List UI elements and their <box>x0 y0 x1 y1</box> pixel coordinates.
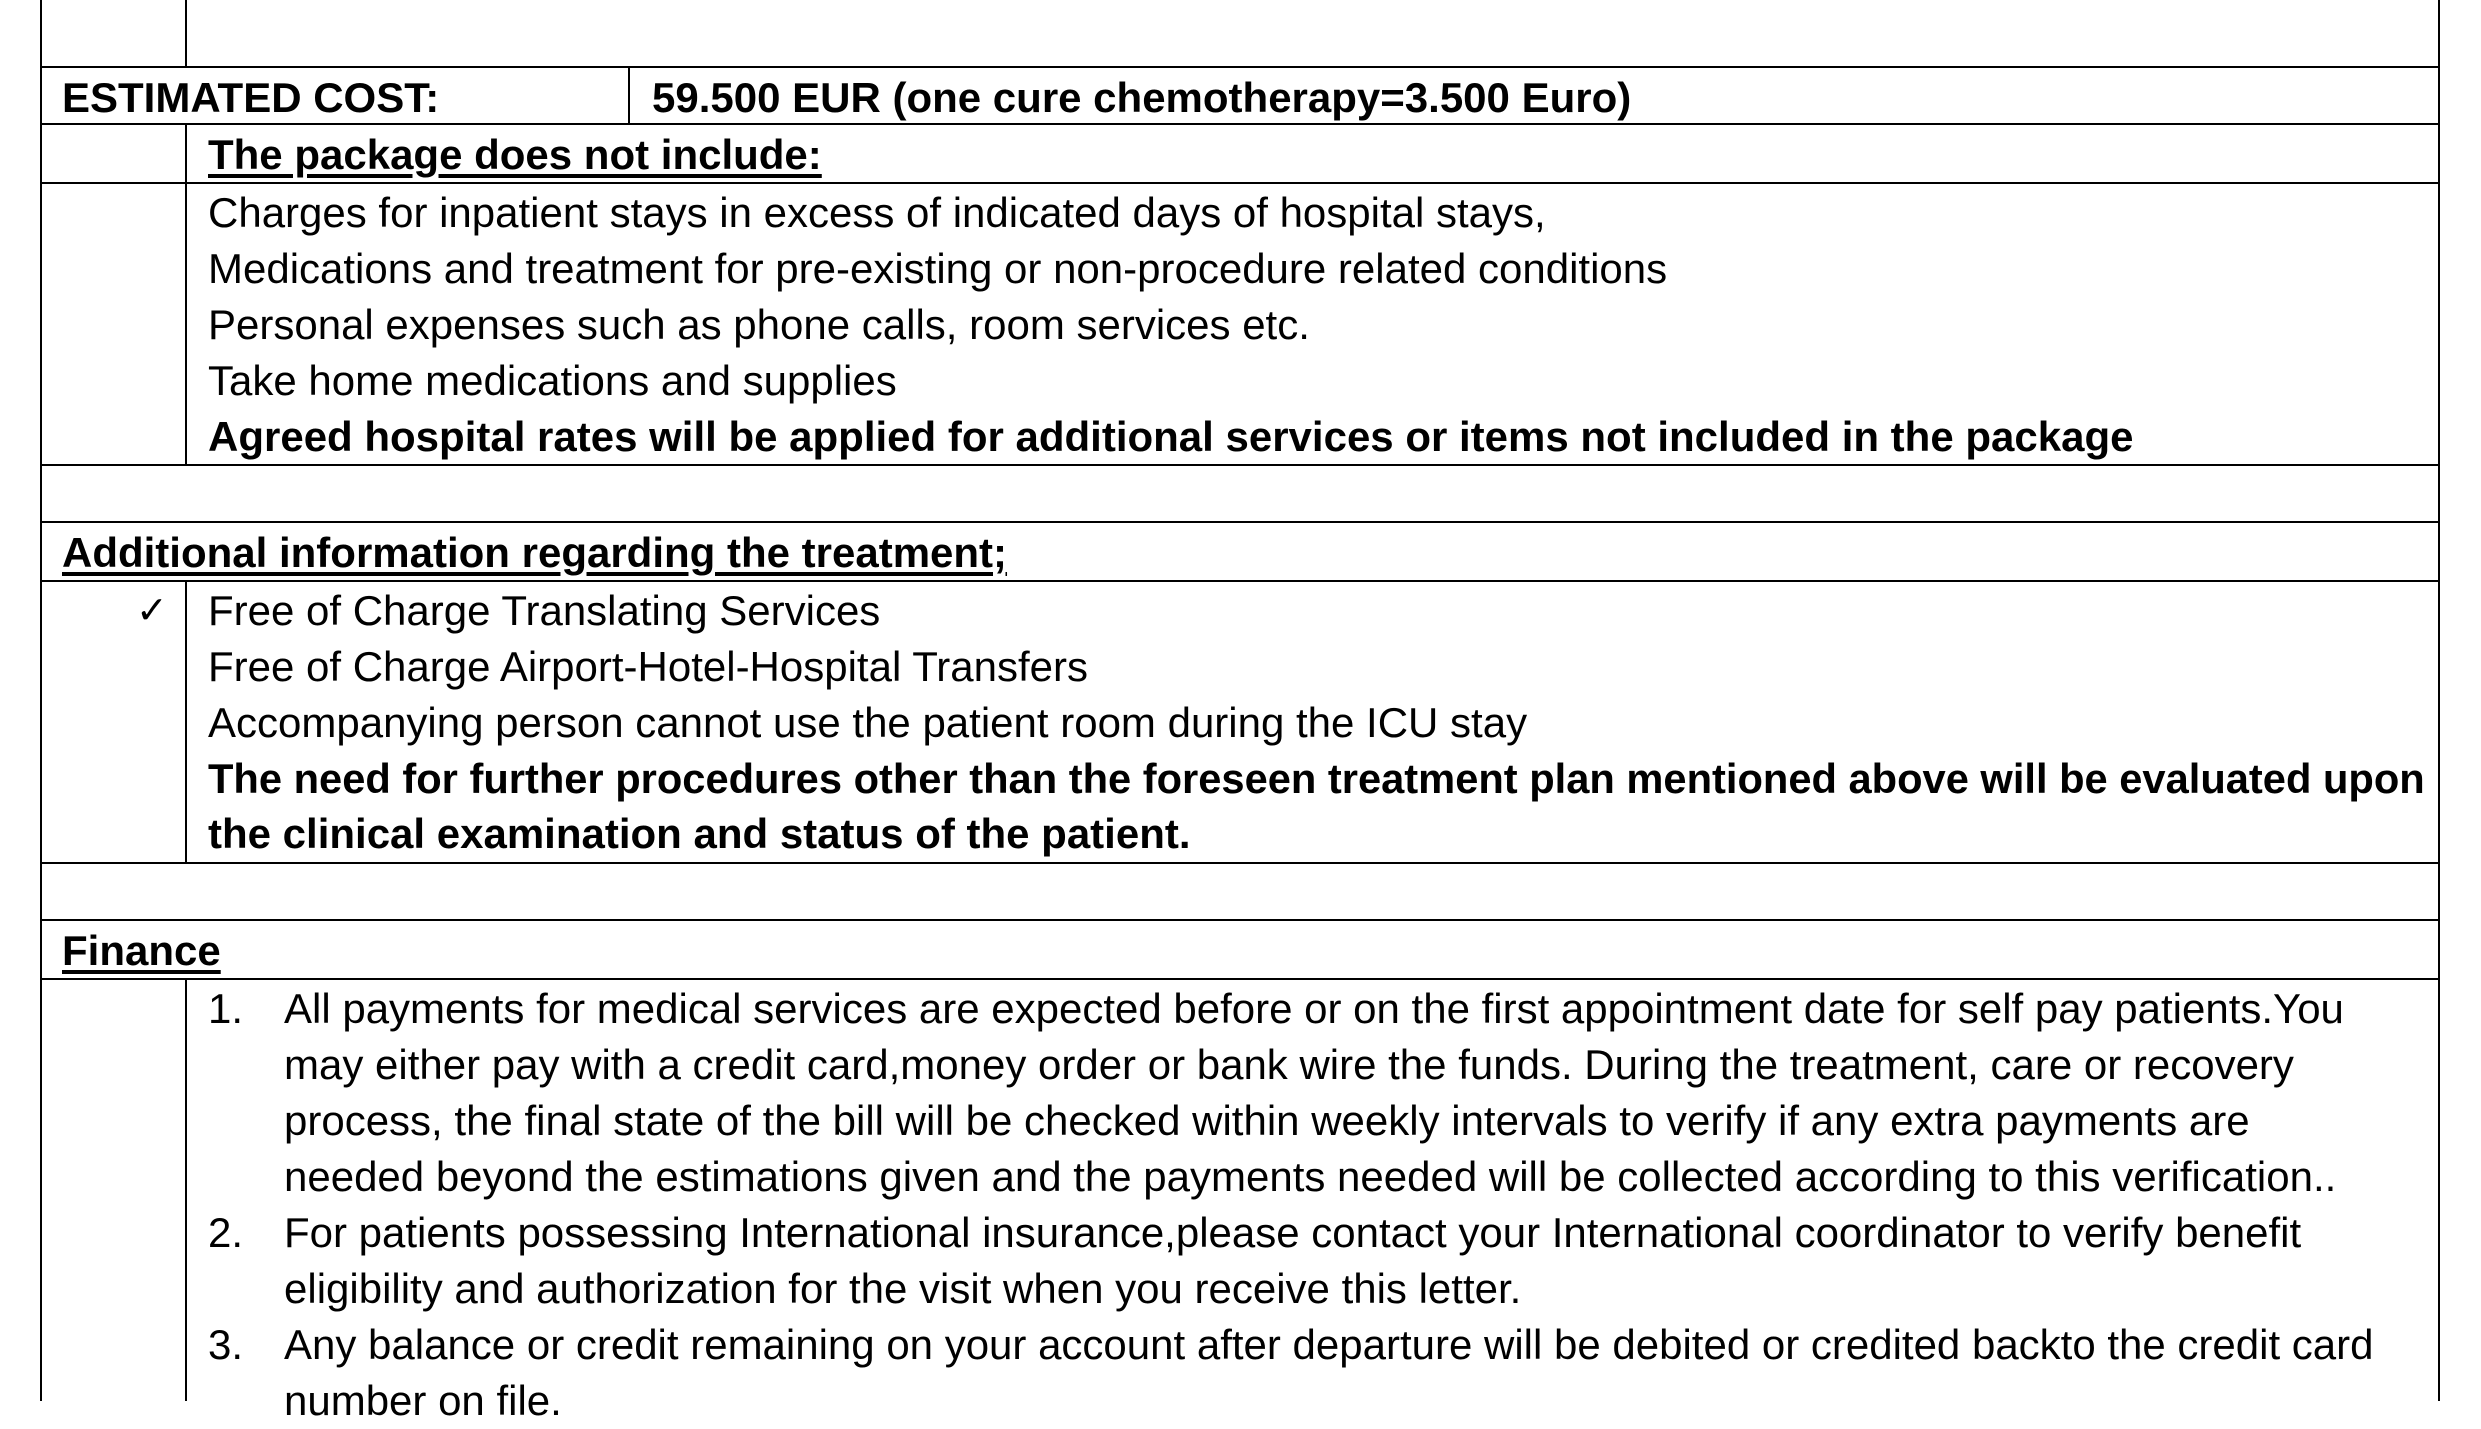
table-rule <box>40 919 2440 921</box>
table-rule <box>40 521 2440 523</box>
not-included-note: Agreed hospital rates will be applied for additional services or items not included in the package <box>208 413 2134 460</box>
check-mark-icon: ✓ <box>136 588 168 632</box>
additional-info-item: Free of Charge Translating Services <box>208 587 881 634</box>
column-separator <box>628 66 630 123</box>
not-included-item: Charges for inpatient stays in excess of indicated days of hospital stays, <box>208 189 1546 236</box>
finance-item-line: number on file. <box>284 1377 562 1424</box>
table-border-left <box>40 0 42 1401</box>
table-rule <box>40 862 2440 864</box>
finance-item-line: For patients possessing International insurance,please contact your International coordinator to verify benefit <box>284 1209 2302 1256</box>
not-included-item: Personal expenses such as phone calls, room services etc. <box>208 301 1310 348</box>
finance-item-line: All payments for medical services are expected before or on the first appointment date for self pay patients.You <box>284 985 2344 1032</box>
finance-item-number: 1. <box>208 985 244 1032</box>
finance-item-line: needed beyond the estimations given and the payments needed will be collected according to this verification.. <box>284 1153 2337 1200</box>
finance-item-line: process, the final state of the bill will be checked within weekly intervals to verify if any extra payments are <box>284 1097 2250 1144</box>
additional-info-note: the clinical examination and status of the patient. <box>208 810 1191 857</box>
column-separator <box>185 580 187 862</box>
additional-info-note: The need for further procedures other than the foreseen treatment plan mentioned above will be evaluated upon <box>208 755 2425 802</box>
table-rule <box>40 66 2440 68</box>
column-separator <box>185 978 187 1401</box>
not-included-item: Medications and treatment for pre-existing or non-procedure related conditions <box>208 245 1668 292</box>
not-included-item: Take home medications and supplies <box>208 357 897 404</box>
not-included-heading: The package does not include: <box>208 131 822 178</box>
additional-info-item: Free of Charge Airport-Hotel-Hospital Transfers <box>208 643 1089 690</box>
estimated-cost-label: ESTIMATED COST: <box>62 74 440 121</box>
finance-item-number: 3. <box>208 1321 244 1368</box>
column-separator <box>185 0 187 66</box>
additional-info-heading: Additional information regarding the treatment; <box>62 529 1008 576</box>
finance-item-line: Any balance or credit remaining on your account after departure will be debited or credited backto the credit card <box>284 1321 2374 1368</box>
column-separator <box>185 123 187 464</box>
table-border-right <box>2438 0 2440 1401</box>
finance-heading: Finance <box>62 927 221 974</box>
finance-item-line: may either pay with a credit card,money order or bank wire the funds. During the treatment, care or recovery <box>284 1041 2294 1088</box>
table-rule <box>40 978 2440 980</box>
finance-item-number: 2. <box>208 1209 244 1256</box>
finance-item-line: eligibility and authorization for the visit when you receive this letter. <box>284 1265 1522 1312</box>
additional-info-item: Accompanying person cannot use the patient room during the ICU stay <box>208 699 1528 746</box>
estimated-cost-value: 59.500 EUR (one cure chemotherapy=3.500 Euro) <box>652 74 1632 121</box>
